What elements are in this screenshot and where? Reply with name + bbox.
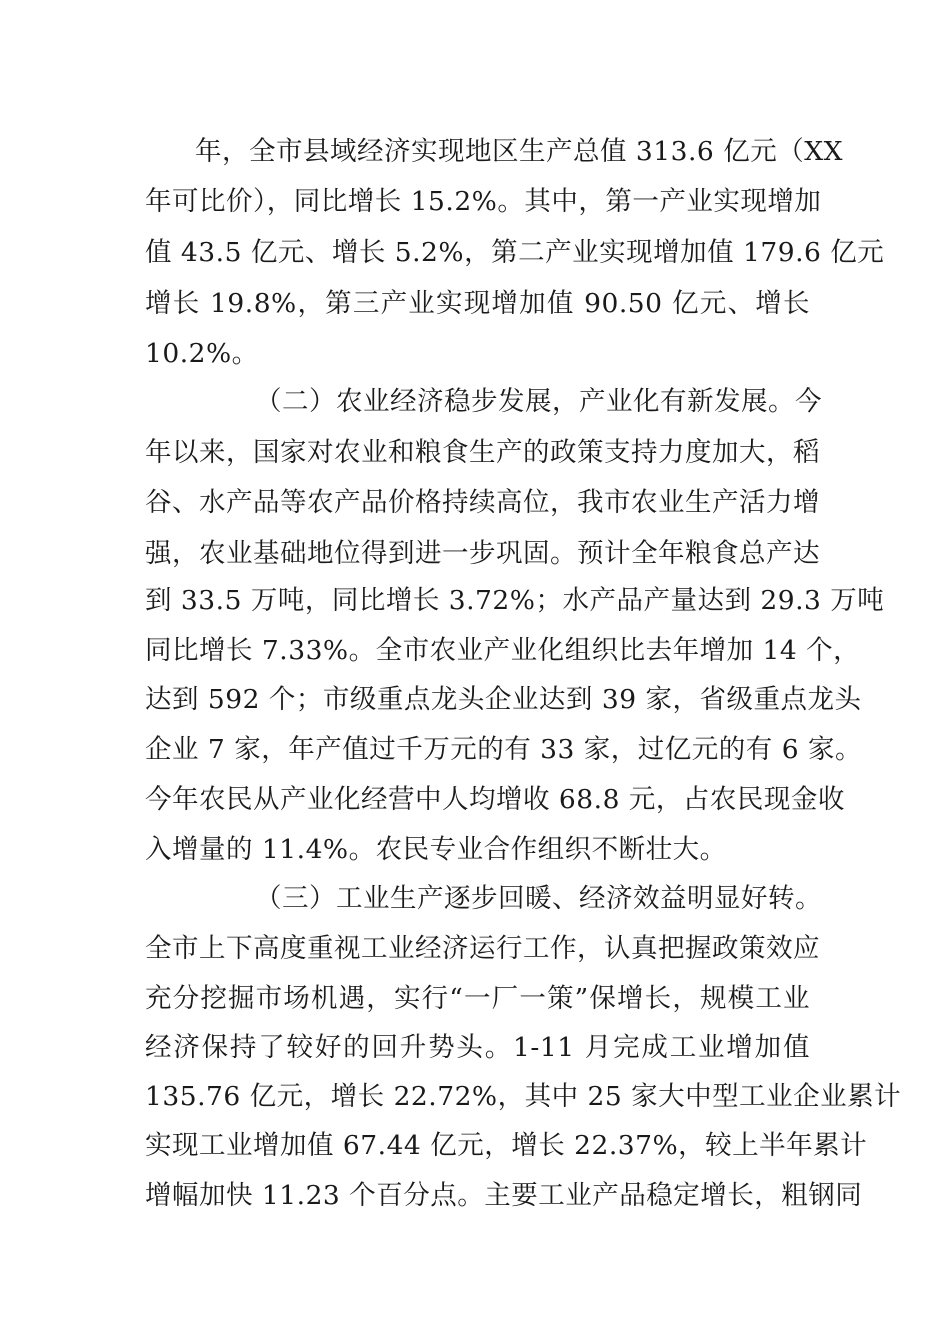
text-line: 充分挖掘市场机遇，实行“一厂一策”保增长，规模工业: [145, 983, 810, 1014]
text-line: 达到 592 个；市级重点龙头企业达到 39 家，省级重点龙头: [145, 684, 862, 715]
text-line: 同比增长 7.33%。全市农业产业化组织比去年增加 14 个，: [145, 635, 861, 666]
text-line: 全市上下高度重视工业经济运行工作，认真把握政策效应: [145, 933, 820, 964]
text-line: 值 43.5 亿元、增长 5.2%，第二产业实现增加值 179.6 亿元: [145, 237, 885, 268]
section-heading-line: （二）农业经济稳步发展，产业化有新发展。今: [255, 386, 822, 417]
text-line: 增幅加快 11.23 个百分点。主要工业产品稳定增长，粗钢同: [145, 1180, 863, 1211]
text-line: 企业 7 家，年产值过千万元的有 33 家，过亿元的有 6 家。: [145, 734, 862, 765]
text-line: 年，全市县域经济实现地区生产总值 313.6 亿元（XX: [195, 136, 843, 167]
text-line: 实现工业增加值 67.44 亿元，增长 22.37%，较上半年累计: [145, 1130, 868, 1161]
section-heading-line: （三）工业生产逐步回暖、经济效益明显好转。: [255, 883, 822, 914]
text-line: 经济保持了较好的回升势头。1-11 月完成工业增加值: [145, 1032, 810, 1063]
text-line: 年可比价），同比增长 15.2%。其中，第一产业实现增加: [145, 186, 822, 217]
text-line: 10.2%。: [145, 338, 259, 369]
text-line: 今年农民从产业化经营中人均增收 68.8 元，占农民现金收: [145, 784, 845, 815]
text-line: 谷、水产品等农产品价格持续高位，我市农业生产活力增: [145, 487, 820, 518]
text-line: 年以来，国家对农业和粮食生产的政策支持力度加大，稻: [145, 437, 820, 468]
text-line: 强，农业基础地位得到进一步巩固。预计全年粮食总产达: [145, 538, 820, 569]
text-line: 入增量的 11.4%。农民专业合作组织不断壮大。: [145, 834, 727, 865]
text-line: 增长 19.8%，第三产业实现增加值 90.50 亿元、增长: [145, 288, 810, 319]
text-line: 到 33.5 万吨，同比增长 3.72%；水产品产量达到 29.3 万吨: [145, 585, 885, 616]
text-line: 135.76 亿元，增长 22.72%，其中 25 家大中型工业企业累计: [145, 1081, 902, 1112]
